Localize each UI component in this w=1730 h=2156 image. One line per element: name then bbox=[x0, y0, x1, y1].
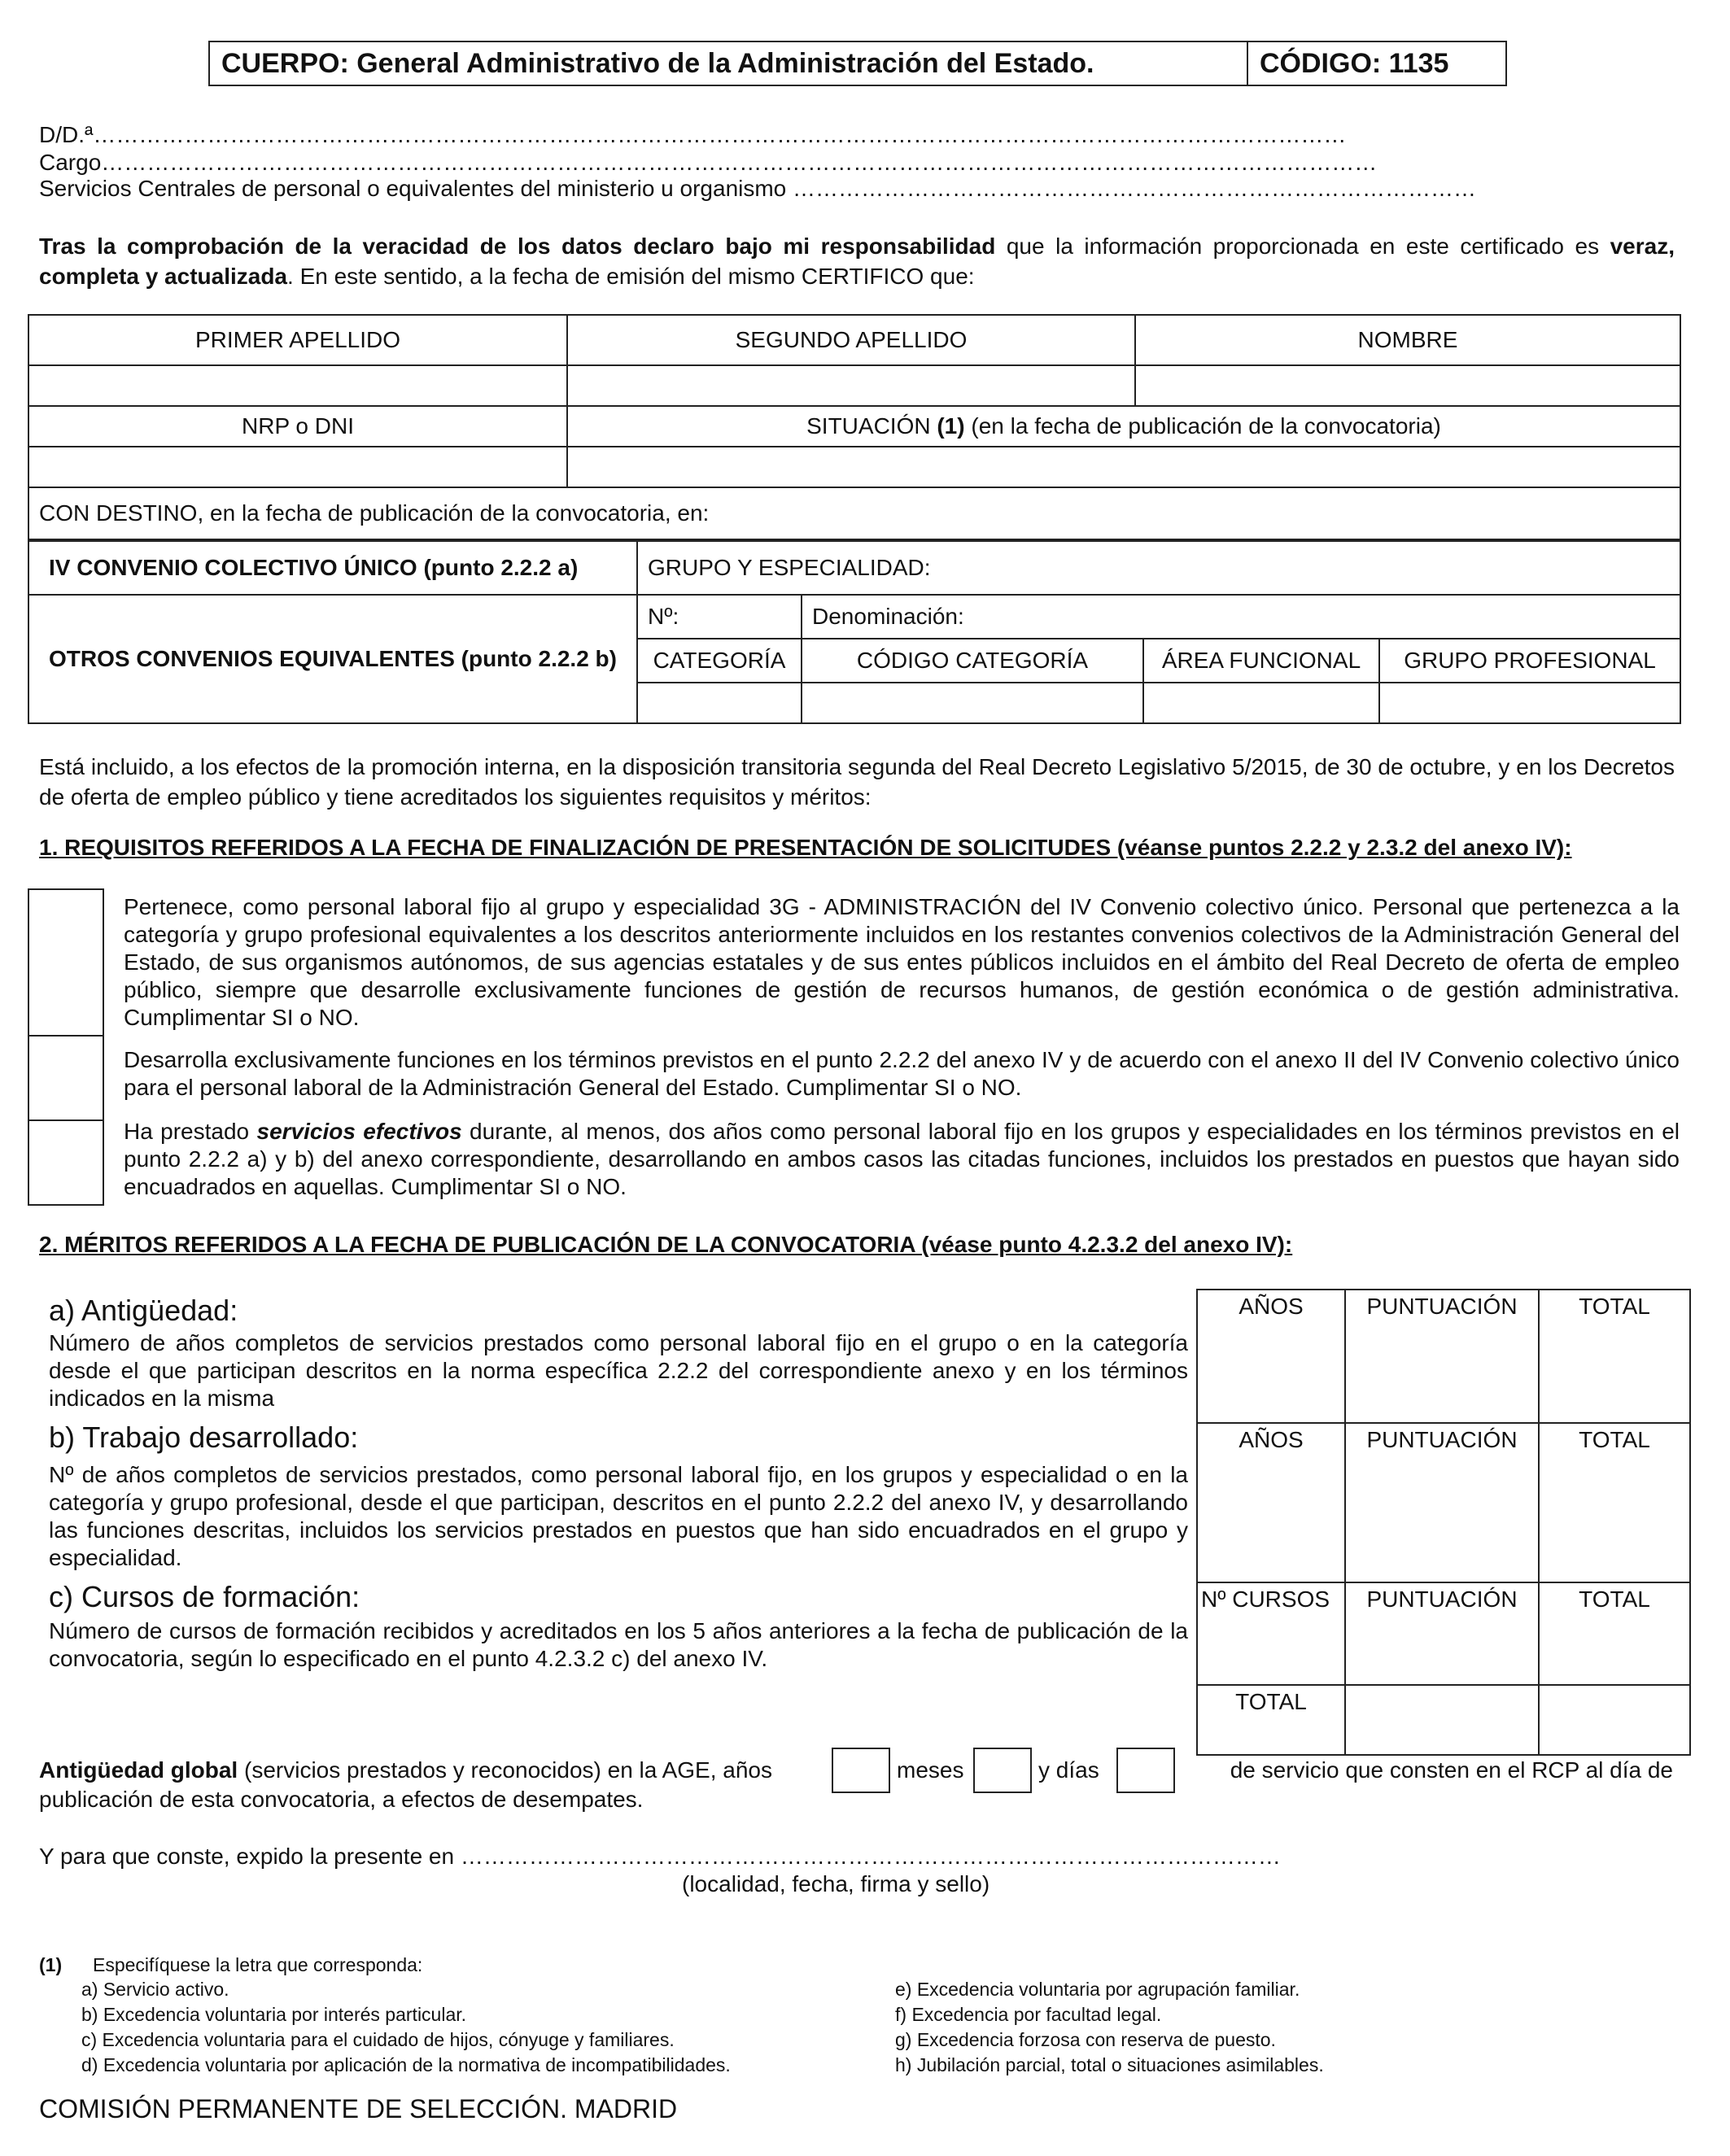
grand-total-field[interactable] bbox=[1539, 1685, 1690, 1755]
cuerpo-label: CUERPO: General Administrativo de la Administración del Estado. bbox=[221, 47, 1094, 79]
footnote-item-e: e) Excedencia voluntaria por agrupación familiar. bbox=[895, 1979, 1300, 2000]
closing-caption: (localidad, fecha, firma y sello) bbox=[682, 1871, 990, 1896]
primer-apellido-header: PRIMER APELLIDO bbox=[28, 315, 567, 365]
footnote-item-c: c) Excedencia voluntaria para el cuidado de hijos, cónyuge y familiares. bbox=[81, 2029, 675, 2050]
merit-c-text: Número de cursos de formación recibidos y acreditados en los 5 años anteriores a la fecha de publicación de la convocatoria, según lo especificado en el punto 4.2.3.2 c) del anexo IV. bbox=[49, 1618, 1188, 1671]
footnote-item-h: h) Jubilación parcial, total o situaciones asimilables. bbox=[895, 2054, 1324, 2075]
declaration-text-mid: que la información proporcionada en este certificado es bbox=[995, 233, 1610, 259]
trabajo-anos-cell[interactable] bbox=[1197, 1423, 1345, 1582]
merit-c-title: c) Cursos de formación: bbox=[49, 1580, 360, 1613]
convenio-table bbox=[28, 540, 1681, 724]
otros-convenios-label: OTROS CONVENIOS EQUIVALENTES (punto 2.2.2 b) bbox=[28, 595, 637, 723]
req3-checkbox[interactable] bbox=[28, 1119, 104, 1206]
merit-b-text: Nº de años completos de servicios prestados, como personal laboral fijo, en los grupos y especialidad o en la categoría y grupo profesional, desde el que participan, descritos en el punto 2.2.2 del anexo IV, y desarrollando las funciones descritas, incluidos los servicios prestados en puestos que han sido encuadrados en el grupo y especialidad. bbox=[49, 1462, 1188, 1570]
denominacion-label: Denominación: bbox=[812, 604, 964, 629]
numero-field[interactable] bbox=[637, 595, 802, 639]
footnote-marker: (1) bbox=[39, 1954, 63, 1975]
grupo-profesional-field[interactable] bbox=[1379, 683, 1680, 723]
nrp-dni-field[interactable] bbox=[28, 447, 567, 487]
declaration-bold-tail: veraz, completa y actualizada bbox=[39, 233, 1675, 289]
intro-paragraph: Está incluido, a los efectos de la promoción interna, en la disposición transitoria segunda del Real Decreto Legislativo 5/2015, de 30 de octubre, y en los Decretos de oferta de empleo público y tiene acreditados los siguientes requisitos y méritos: bbox=[39, 754, 1675, 810]
situacion-header bbox=[567, 406, 1680, 447]
area-funcional-header: ÁREA FUNCIONAL bbox=[1143, 639, 1379, 683]
footnote-item-d: d) Excedencia voluntaria por aplicación de la normativa de incompatibilidades. bbox=[81, 2054, 731, 2075]
cuerpo-cell bbox=[209, 41, 1247, 85]
section2-heading: 2. MÉRITOS REFERIDOS A LA FECHA DE PUBLICACIÓN DE LA CONVOCATORIA (véase punto 4.2.3.2 del anexo IV): bbox=[39, 1232, 1293, 1257]
dias-input[interactable] bbox=[1116, 1748, 1175, 1793]
numero-label: Nº: bbox=[648, 604, 679, 629]
trabajo-anos-label: AÑOS bbox=[1239, 1427, 1304, 1452]
header-box bbox=[208, 41, 1507, 86]
grand-total-label: TOTAL bbox=[1235, 1689, 1307, 1714]
denominacion-field[interactable] bbox=[802, 595, 1680, 639]
declaration-bold-lead: Tras la comprobación de la veracidad de los datos declaro bajo mi responsabilidad bbox=[39, 233, 996, 259]
merit-a-text: Número de años completos de servicios prestados como personal laboral fijo en el grupo o en la categoría desde el que participan descritos en la norma específica 2.2.2 del correspondiente anexo y en los términos indicados en la misma bbox=[49, 1330, 1188, 1411]
cursos-n-label: Nº CURSOS bbox=[1201, 1586, 1330, 1612]
codigo-label: CÓDIGO: 1135 bbox=[1260, 47, 1449, 79]
footnote-item-g: g) Excedencia forzosa con reserva de puesto. bbox=[895, 2029, 1276, 2050]
cursos-total-cell[interactable] bbox=[1539, 1582, 1690, 1685]
segundo-apellido-header: SEGUNDO APELLIDO bbox=[567, 315, 1135, 365]
situacion-field[interactable] bbox=[567, 447, 1680, 487]
antiguedad-global-text3: publicación de esta convocatoria, a efectos de desempates. bbox=[39, 1787, 644, 1812]
codigo-cell bbox=[1247, 41, 1506, 85]
segundo-apellido-field[interactable] bbox=[567, 365, 1135, 406]
cursos-puntuacion-label: PUNTUACIÓN bbox=[1366, 1586, 1518, 1612]
grupo-profesional-header: GRUPO PROFESIONAL bbox=[1379, 639, 1680, 683]
cursos-total-label: TOTAL bbox=[1579, 1586, 1650, 1612]
req1-checkbox[interactable] bbox=[28, 888, 104, 1037]
situacion-post: (en la fecha de publicación de la convocatoria) bbox=[964, 413, 1441, 439]
req1-text: Pertenece, como personal laboral fijo al grupo y especialidad 3G - ADMINISTRACIÓN del IV Convenio colectivo único. Personal que pertenezca a la categoría y grupo profesional equivalentes a los descritos anteriormente incluidos en los restantes convenios colectivos de la Administración General del Estado, de sus organismos autónomos, de sus agencias estatales y de sus entes públicos incluidos en el ámbito del Real Decreto de oferta de empleo público, siempre que desarrolle exclusivamente funciones de gestión de recursos humanos, de gestión económica o de gestión administrativa. Cumplimentar SI o NO. bbox=[124, 894, 1680, 1030]
merits-grid bbox=[1196, 1289, 1691, 1756]
footnote-item-b: b) Excedencia voluntaria por interés particular. bbox=[81, 2004, 467, 2025]
trabajo-total-cell[interactable] bbox=[1539, 1423, 1690, 1582]
situacion-note: (1) bbox=[937, 413, 965, 439]
grand-total-puntuacion-field[interactable] bbox=[1345, 1685, 1539, 1755]
antiguedad-total-cell[interactable] bbox=[1539, 1290, 1690, 1423]
servicios-line: Servicios Centrales de personal o equivalentes del ministerio u organismo ……………………………………………………………………………… bbox=[39, 176, 1477, 201]
footnote-right-list bbox=[895, 1977, 1324, 2078]
cursos-n-cell[interactable] bbox=[1197, 1582, 1345, 1685]
y-dias-label: y días bbox=[1038, 1757, 1099, 1783]
trabajo-puntuacion-label: PUNTUACIÓN bbox=[1366, 1427, 1518, 1452]
req2-checkbox[interactable] bbox=[28, 1035, 104, 1121]
antiguedad-anos-cell[interactable] bbox=[1197, 1290, 1345, 1423]
codigo-categoria-header: CÓDIGO CATEGORÍA bbox=[802, 639, 1143, 683]
antiguedad-total-label: TOTAL bbox=[1579, 1294, 1650, 1319]
trabajo-puntuacion-cell[interactable] bbox=[1345, 1423, 1539, 1582]
footnote-left-list bbox=[81, 1977, 731, 2078]
cursos-puntuacion-cell[interactable] bbox=[1345, 1582, 1539, 1685]
codigo-categoria-field[interactable] bbox=[802, 683, 1143, 723]
nombre-field[interactable] bbox=[1135, 365, 1680, 406]
situacion-pre: SITUACIÓN bbox=[806, 413, 937, 439]
dd-line: D/D.ª………………………………………………………………………………………………………………………………………………… bbox=[39, 122, 1347, 147]
req3-emphasis: servicios efectivos bbox=[256, 1119, 462, 1144]
antiguedad-global-text1: (servicios prestados y reconocidos) en la AGE, años bbox=[238, 1757, 772, 1783]
meses-label: meses bbox=[897, 1757, 964, 1783]
req3-pre: Ha prestado bbox=[124, 1119, 257, 1144]
area-funcional-field[interactable] bbox=[1143, 683, 1379, 723]
footnote-title: Especifíquese la letra que corresponda: bbox=[93, 1954, 423, 1975]
antiguedad-puntuacion-cell[interactable] bbox=[1345, 1290, 1539, 1423]
antiguedad-anos-label: AÑOS bbox=[1239, 1294, 1304, 1319]
req3-post: durante, al menos, dos años como personal laboral fijo en los grupos y especialidades en los términos previstos en el punto 2.2.2 a) y b) del anexo correspondiente, desarrollando en ambos casos las citadas funciones, incluidos los prestados en puestos que hayan sido encuadrados en aquellas. Cumplimentar SI o NO. bbox=[124, 1119, 1680, 1199]
req2-text: Desarrolla exclusivamente funciones en los términos previstos en el punto 2.2.2 del anexo IV y de acuerdo con el anexo II del IV Convenio colectivo único para el personal laboral de la Administración General del Estado. Cumplimentar SI o NO. bbox=[124, 1047, 1680, 1100]
req3-text bbox=[124, 1118, 1680, 1201]
cargo-line: Cargo…………………………………………………………………………………………………………………………………………………… bbox=[39, 150, 1378, 175]
declaration-text-end: . En este sentido, a la fecha de emisión del mismo CERTIFICO que: bbox=[287, 264, 975, 289]
antiguedad-global-line bbox=[39, 1757, 772, 1783]
iv-convenio-label: IV CONVENIO COLECTIVO ÚNICO (punto 2.2.2 a) bbox=[28, 541, 637, 595]
antiguedad-puntuacion-label: PUNTUACIÓN bbox=[1366, 1294, 1518, 1319]
nrp-dni-header: NRP o DNI bbox=[28, 406, 567, 447]
antiguedad-global-bold: Antigüedad global bbox=[39, 1757, 238, 1783]
grand-total-label-cell bbox=[1197, 1685, 1345, 1755]
closing-line: Y para que conste, expido la presente en ……………………………………………………………………………………………… bbox=[39, 1844, 1281, 1869]
commission-footer: COMISIÓN PERMANENTE DE SELECCIÓN. MADRID bbox=[39, 2094, 678, 2123]
footnote-item-a: a) Servicio activo. bbox=[81, 1979, 229, 2000]
section1-heading: 1. REQUISITOS REFERIDOS A LA FECHA DE FINALIZACIÓN DE PRESENTACIÓN DE SOLICITUDES (véanse puntos 2.2.2 y 2.3.2 del anexo IV): bbox=[39, 835, 1572, 860]
con-destino-label: CON DESTINO, en la fecha de publicación de la convocatoria, en: bbox=[28, 487, 1680, 539]
merit-a-title: a) Antigüedad: bbox=[49, 1294, 238, 1327]
antiguedad-global-text2: de servicio que consten en el RCP al día de bbox=[1230, 1757, 1673, 1783]
categoria-header: CATEGORÍA bbox=[637, 639, 802, 683]
trabajo-total-label: TOTAL bbox=[1579, 1427, 1650, 1452]
footnote-item-f: f) Excedencia por facultad legal. bbox=[895, 2004, 1162, 2025]
merit-b-title: b) Trabajo desarrollado: bbox=[49, 1421, 359, 1454]
primer-apellido-field[interactable] bbox=[28, 365, 567, 406]
declaration-paragraph bbox=[39, 231, 1675, 291]
grupo-especialidad-label: GRUPO Y ESPECIALIDAD: bbox=[648, 555, 931, 580]
nombre-header: NOMBRE bbox=[1135, 315, 1680, 365]
anos-input[interactable] bbox=[832, 1748, 890, 1793]
meses-input[interactable] bbox=[973, 1748, 1032, 1793]
grupo-especialidad-field[interactable] bbox=[637, 541, 1680, 595]
categoria-field[interactable] bbox=[637, 683, 802, 723]
personal-table bbox=[28, 314, 1681, 540]
